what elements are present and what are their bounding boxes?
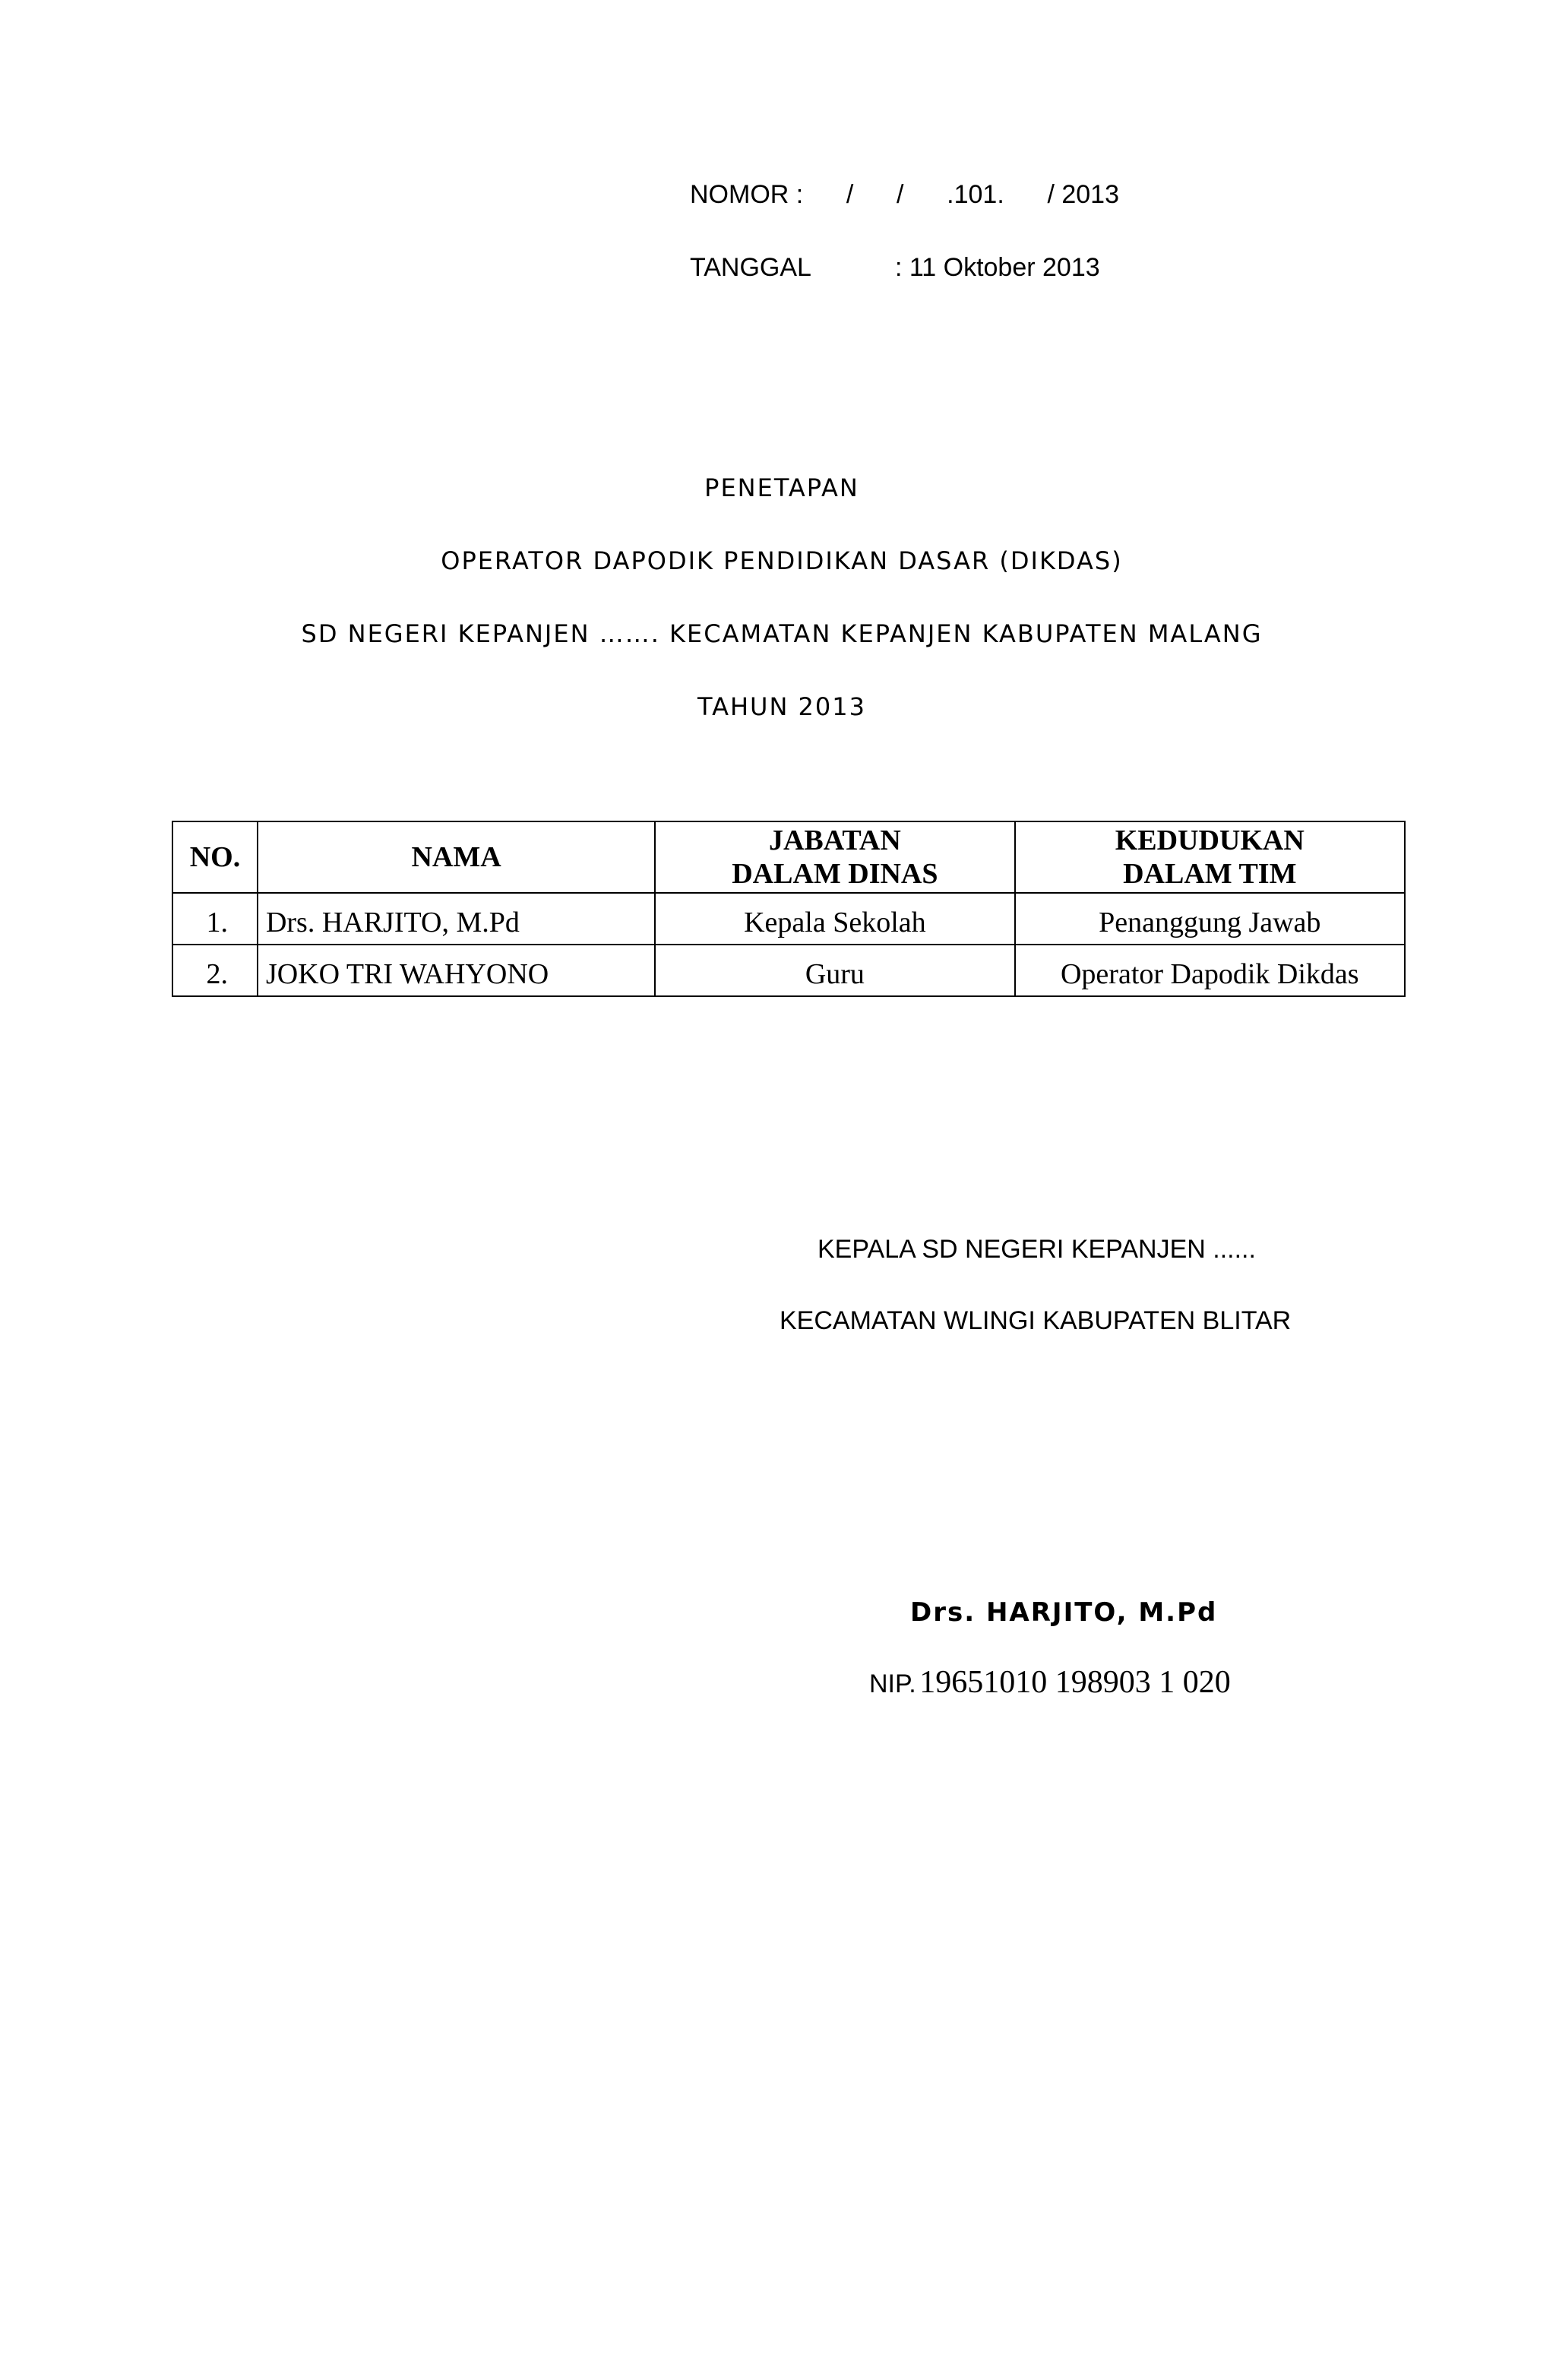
nip-label: NIP.: [869, 1669, 916, 1698]
team-table: [172, 821, 1406, 997]
signature-title-line1: KEPALA SD NEGERI KEPANJEN ......: [818, 1235, 1256, 1264]
nomor-value: : / / .101. / 2013: [795, 180, 1119, 209]
title-year: TAHUN 2013: [697, 692, 866, 721]
row-no: 2.: [172, 945, 258, 996]
header-jabatan: [655, 821, 1014, 893]
title-school: SD NEGERI KEPANJEN ……. KECAMATAN KEPANJEN KABUPATEN MALANG: [301, 619, 1263, 648]
row-jabatan: Kepala Sekolah: [655, 893, 1014, 945]
nip-number: 19651010 198903 1 020: [919, 1665, 1231, 1700]
signature-title-line2: KECAMATAN WLINGI KABUPATEN BLITAR: [780, 1306, 1292, 1335]
table-header-row: [172, 821, 1405, 893]
title-penetapan: PENETAPAN: [704, 473, 859, 502]
tanggal-value: : 11 Oktober 2013: [895, 253, 1100, 282]
nomor-label: NOMOR: [690, 180, 789, 209]
header-kedudukan-line1: KEDUDUKAN: [1115, 824, 1305, 856]
nomor-line: [690, 179, 1119, 210]
tanggal-label: TANGGAL: [690, 253, 811, 282]
signature-name: Drs. HARJITO, M.Pd: [910, 1597, 1218, 1628]
table-row: [172, 893, 1405, 945]
row-kedudukan: Operator Dapodik Dikdas: [1015, 945, 1405, 996]
row-nama: Drs. HARJITO, M.Pd: [258, 893, 655, 945]
row-nama: JOKO TRI WAHYONO: [258, 945, 655, 996]
title-operator: OPERATOR DAPODIK PENDIDIKAN DASAR (DIKDAS): [441, 546, 1123, 575]
row-no: 1.: [172, 893, 258, 945]
table-row: [172, 945, 1405, 996]
row-kedudukan: Penanggung Jawab: [1015, 893, 1405, 945]
header-kedudukan-line2: DALAM TIM: [1123, 858, 1297, 890]
tanggal-line: [690, 252, 1100, 283]
header-nama: NAMA: [258, 821, 655, 893]
header-jabatan-line2: DALAM DINAS: [732, 858, 938, 890]
row-jabatan: Guru: [655, 945, 1014, 996]
header-jabatan-line1: JABATAN: [768, 824, 901, 856]
nip-line: [869, 1664, 1231, 1701]
header-no: NO.: [172, 821, 258, 893]
header-kedudukan: [1015, 821, 1405, 893]
